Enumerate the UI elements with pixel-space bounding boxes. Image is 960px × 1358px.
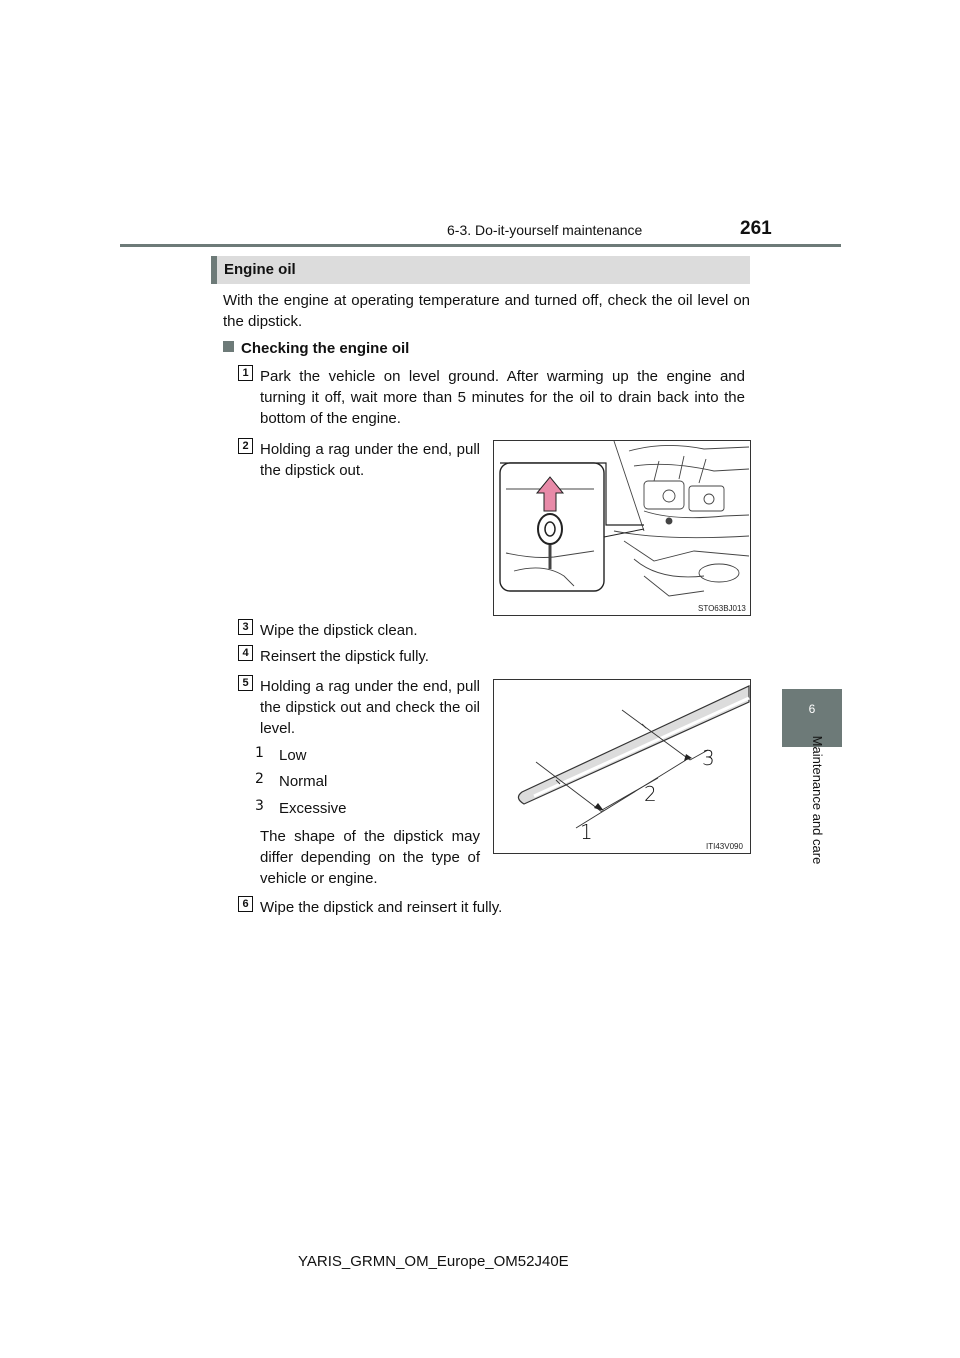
level-label-excessive: Excessive (279, 800, 347, 817)
section-title: Engine oil (224, 261, 296, 278)
step-text: Reinsert the dipstick fully. (260, 648, 429, 665)
step-number-box: 2 (238, 438, 253, 454)
figure-code: STO63BJ013 (698, 604, 746, 613)
level-number: 3 (255, 798, 264, 814)
chapter-label: Maintenance and care (810, 735, 825, 865)
level-label-low: Low (279, 747, 307, 764)
note-paragraph: The shape of the dipstick may differ depending on the type of vehicle or engine. (260, 828, 480, 887)
step-number-box: 6 (238, 896, 253, 912)
step-text: Wipe the dipstick clean. (260, 622, 418, 639)
figure-label-3: 3 (702, 746, 715, 770)
step-text: Holding a rag under the end, pull the dipstick out. (260, 441, 480, 479)
header-section-title: 6-3. Do-it-yourself maintenance (447, 222, 643, 238)
subheading-text: Checking the engine oil (241, 340, 410, 357)
engine-bay-illustration (494, 441, 750, 615)
level-number: 2 (255, 771, 264, 787)
square-bullet-icon (223, 341, 234, 352)
subheading (223, 340, 409, 357)
page-number: 261 (740, 218, 772, 239)
step-number-box: 5 (238, 675, 253, 691)
figure-code: ITI43V090 (706, 842, 743, 851)
level-number: 1 (255, 745, 264, 761)
step-text: Wipe the dipstick and reinsert it fully. (260, 899, 503, 916)
footer-document-code: YARIS_GRMN_OM_Europe_OM52J40E (298, 1253, 569, 1270)
header-rule (120, 244, 841, 247)
figure-label-2: 2 (644, 782, 657, 806)
step-number-box: 4 (238, 645, 253, 661)
step-text: Holding a rag under the end, pull the dipstick out and check the oil level. (260, 678, 480, 737)
level-label-normal: Normal (279, 773, 328, 790)
chapter-number: 6 (808, 702, 816, 716)
figure-label-1: 1 (580, 820, 593, 844)
step-number-box: 1 (238, 365, 253, 381)
step-text: Park the vehicle on level ground. After warming up the engine and turning it off, wait more than 5 minutes for the oil to drain back into the bottom of the engine. (260, 368, 745, 427)
step-number-box: 3 (238, 619, 253, 635)
intro-paragraph: With the engine at operating temperature and turned off, check the oil level on the dipstick. (223, 292, 750, 330)
figure-dipstick-levels (493, 679, 751, 854)
figure-engine-dipstick (493, 440, 751, 616)
